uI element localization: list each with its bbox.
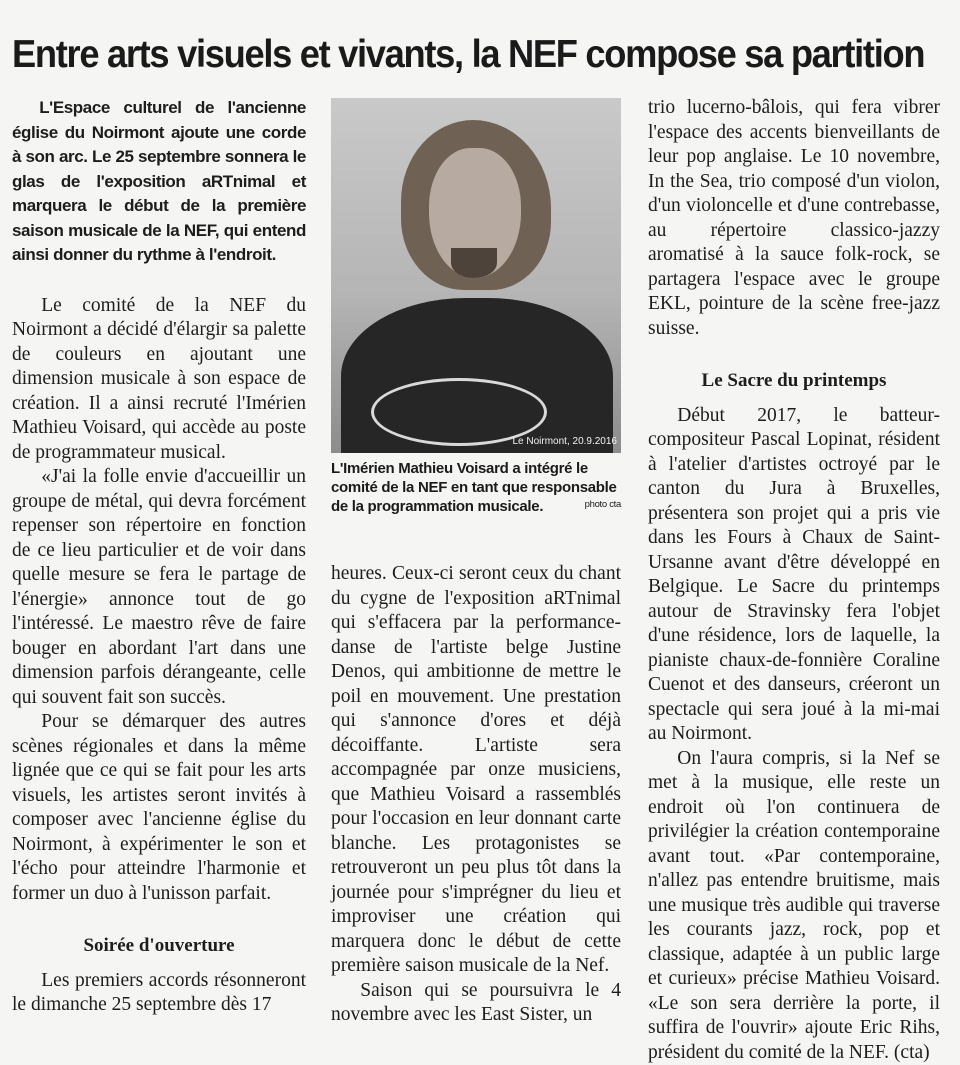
caption-source: photo cta [585, 495, 621, 514]
article-headline: Entre arts visuels et vivants, la NEF compose sa partition [12, 30, 886, 80]
paragraph: On l'aura compris, si la Nef se met à la musique, elle reste un endroit où l'on continuera de privilégier la création contemporaine avant tout. «Par contemporaine, n'allez pas entendre bruitisme, mais une musique très audible qui traverse les courants jazz, rock, pop et classique, adaptée à un public large et curieux» précise Mathieu Voisard. «Le son sera derrière la porte, il suffira de l'ouvrir» ajoute Eric Rihs, président du comité de la NEF. (cta) [648, 747, 940, 1065]
portrait-photo [331, 98, 621, 453]
paragraph: Le comité de la NEF du Noirmont a décidé d'élargir sa palette de couleurs en ajoutant une dimension musicale à son espace de création. Il a ainsi recruté l'Imérien Mathieu Voisard, qui accède au poste de programmateur musical. [12, 294, 306, 466]
caption-text: L'Imérien Mathieu Voisard a intégré le comité de la NEF en tant que responsable de la programmation musicale. [331, 460, 617, 515]
column-1 [12, 96, 306, 986]
column-2 [331, 562, 621, 982]
photo-credit: Le Noirmont, 20.9.2016 [512, 436, 617, 447]
subhead-sacre: Le Sacre du printemps [648, 369, 940, 394]
column-3 [648, 96, 940, 986]
photo-beard [451, 248, 497, 278]
article-lead: L'Espace culturel de l'ancienne église du Noirmont ajoute une corde à son arc. Le 25 septembre sonnera le glas de l'exposition aRTnimal et marquera le début de la première saison musicale de la NEF, qui entend ainsi donner du rythme à l'endroit. [12, 96, 306, 268]
paragraph: Les premiers accords résonneront le dimanche 25 septembre dès 17 [12, 969, 306, 1018]
paragraph: Pour se démarquer des autres scènes régionales et dans la même lignée que ce qui se fait pour les arts visuels, les artistes seront invités à composer avec l'ancienne église du Noirmont, à expérimenter le son et l'écho pour atteindre l'harmonie et former un duo à l'unisson parfait. [12, 710, 306, 906]
paragraph: Début 2017, le batteur-compositeur Pascal Lopinat, résident à l'atelier d'artistes octroyé par le canton du Jura à Bruxelles, présentera son projet qui a pris vie dans les Fours à Chaux de Saint-Ursanne avant d'être développé en Belgique. Le Sacre du printemps autour de Stravinsky fera l'objet d'une résidence, lors de laquelle, la pianiste chaux-de-fonnière Coraline Cuenot et des danseurs, créeront un spectacle qui sera joué à la mi-mai au Noirmont. [648, 404, 940, 747]
paragraph: Saison qui se poursuivra le 4 novembre avec les East Sister, un [331, 979, 621, 1028]
subhead-opening: Soirée d'ouverture [12, 934, 306, 959]
paragraph: heures. Ceux-ci seront ceux du chant du cygne de l'exposition aRTnimal qui s'effacera par la performance-danse de l'artiste belge Justine Denos, qui ambitionne de mettre le poil en mouvement. Une prestation qui s'annonce d'ores et déjà décoiffante. L'artiste sera accompagnée par onze musiciens, que Mathieu Voisard a rassemblés pour l'occasion en leur donnant carte blanche. Les protagonistes se retrouveront un peu plus tôt dans la journée pour s'imprégner du lieu et improviser une création qui marquera donc le début de cette première saison musicale de la Nef. [331, 562, 621, 979]
paragraph: trio lucerno-bâlois, qui fera vibrer l'espace des accents bienveillants de leur pop anglaise. Le 10 novembre, In the Sea, trio composé d'un violon, d'un violoncelle et d'une contrebasse, au répertoire classico-jazzy aromatisé à la sauce folk-rock, se partagera l'espace avec le groupe EKL, pointure de la scène free-jazz suisse. [648, 96, 940, 341]
paragraph: «J'ai la folle envie d'accueillir un groupe de métal, qui devra forcément repenser son répertoire en fonction de ce lieu particulier et de voir dans quelle mesure se fera le partage de l'énergie» annonce tout de go l'intéressé. Le maestro rêve de faire bouger en abordant l'art dans une dimension parfois dérangeante, celle qui souvent fait son succès. [12, 465, 306, 710]
photo-caption [331, 459, 621, 516]
